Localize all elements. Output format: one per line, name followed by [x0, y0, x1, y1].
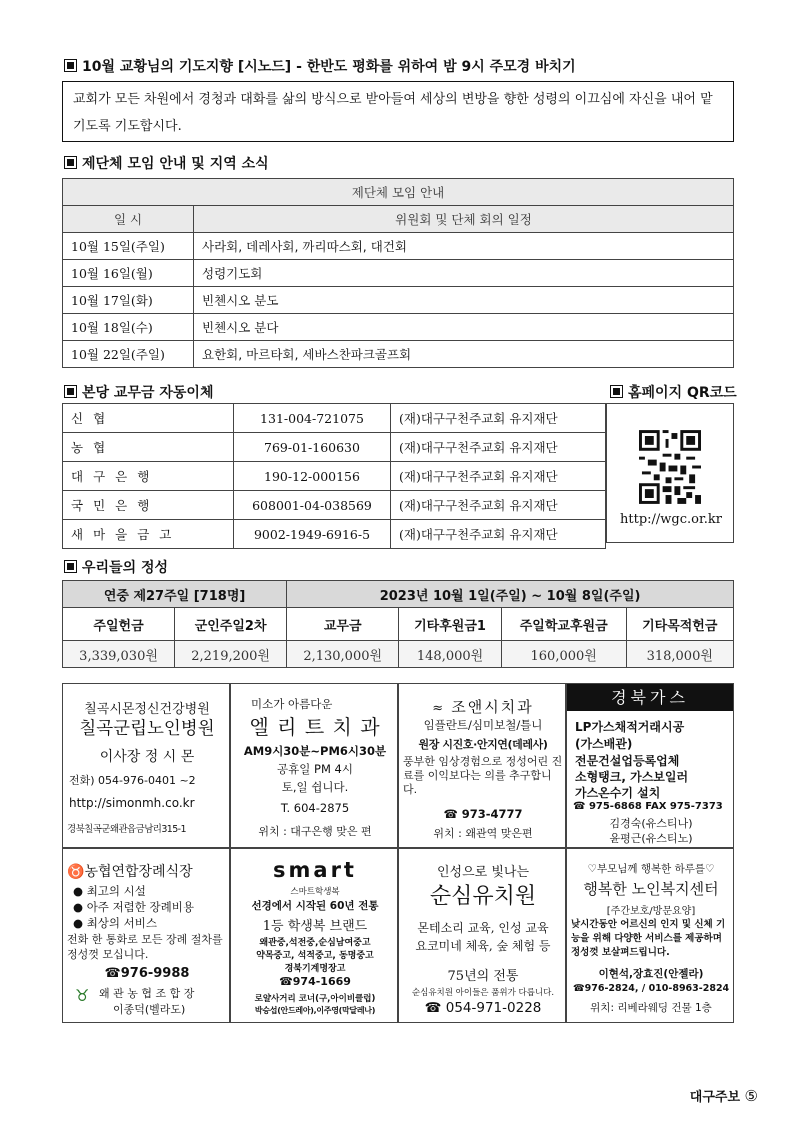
ad-smart-uniform: smart 스마트학생복 선경에서 시작된 60년 전통 1등 학생복 브랜드 왜관중,석전중,순심남여중고 약목중고, 석적중고, 동명중고 경북기계명장고 ☎974-1669 로얄사거리 코너(구,아이비클럽) 박승섭(안드레아),이주영(막달레나): [230, 848, 398, 1023]
nonghyup-logo-icon: ♉: [67, 864, 85, 880]
bullet-icon: ●: [73, 884, 87, 898]
table-row: 대구은행 190-12-000156 (재)대구구천주교회 유지재단: [63, 462, 606, 491]
phone-icon: ☎: [572, 983, 585, 994]
phone-icon: ☎: [104, 966, 121, 981]
bullet-square-icon: [64, 560, 77, 573]
bullet-square-icon: [610, 385, 623, 398]
phone-icon: ☎: [573, 801, 589, 812]
transfer-table: [62, 403, 606, 549]
table-row: 10월 16일(월) 성령기도회: [63, 260, 734, 287]
bullet-square-icon: [64, 59, 77, 72]
col-desc: 위원회 및 단체 회의 일정: [194, 206, 734, 233]
qr-box: [606, 403, 734, 543]
ad-joanne-dental: ≈ 조앤시치과 임플란트/심미보철/틀니 원장 시진호·안지연(데레사) 풍부한 임상경험으로 정성어린 진료를 이익보다는 의를 추구합니다. ☎ 973-4777 위치 : 왜관역 맞은편: [398, 683, 566, 848]
qr-heading: 홈페이지 QR코드: [610, 382, 737, 402]
ad-simon-hospital: 칠곡시몬정신건강병원 칠곡군립노인병원 이사장 정 시 몬 전화) 054-976-0401 ~2 http://simonmh.co.kr 경북칠곡군왜관읍금남리315-1: [62, 683, 230, 848]
bullet-square-icon: [64, 385, 77, 398]
bullet-icon: ●: [73, 916, 87, 930]
ad-sunsim-kindergarten: 인성으로 빛나는 순심유치원 몬테소리 교육, 인성 교육 요코미네 체육, 숲 체험 등 75년의 전통 순심유치원 아이들은 품위가 다릅니다. ☎ 054-971-0228: [398, 848, 566, 1023]
qr-url[interactable]: http://wgc.or.kr: [620, 512, 722, 527]
table-row: 새마을금고 9002-1949-6916-5 (재)대구구천주교회 유지재단: [63, 520, 606, 549]
table-row: 10월 18일(수) 빈첸시오 분다: [63, 314, 734, 341]
transfer-heading: 본당 교무금 자동이체: [64, 382, 213, 402]
table-row: 농협 769-01-160630 (재)대구구천주교회 유지재단: [63, 433, 606, 462]
table-row: 신협 131-004-721075 (재)대구구천주교회 유지재단: [63, 404, 606, 433]
phone-icon: ☎: [443, 807, 462, 821]
prayer-text: 교회가 모든 차원에서 경청과 대화를 삶의 방식으로 받아들여 세상의 변방을 향한 성령의 이끄심에 자신을 내어 맡기도록 기도합시다.: [62, 81, 734, 142]
period-label: 2023년 10월 1일(주일) ~ 10월 8일(주일): [287, 581, 734, 608]
ad-nonghyup-funeral: ♉농협연합장례식장 ● 최고의 시설 ● 아주 저렴한 장례비용 ● 최상의 서비스 전화 한 통화로 모든 장례 절차를 정성껏 모십니다. ☎976-9988 ♉ 왜 관 농 협 조 합 장 이종덕(벨라도): [62, 848, 230, 1023]
offerings-table: 연중 제27주일 [718명] 2023년 10월 1일(주일) ~ 10월 8일(주일) 주일헌금 군인주일2차 교무금 기타후원금1 주일학교후원금 기타목적헌금 3,339,030원 2,219,200원 2,130,000원 148,000원 160,000원 318,000원: [62, 580, 734, 668]
phone-icon: ☎: [424, 1000, 446, 1016]
table-row: 10월 15일(주일) 사라회, 데레사회, 까리따스회, 대건회: [63, 233, 734, 260]
tooth-logo-icon: ≈: [432, 701, 452, 716]
ad-elite-dental: 미소가 아름다운 엘 리 트 치 과 AM9시30분~PM6시30분 공휴일 PM 4시 토,일 쉽니다. T. 604-2875 위치 : 대구은행 맞은 편: [230, 683, 398, 848]
ad-gyeongbuk-gas: 경북가스 LP가스채적거래시공 (가스배관) 전문건설업등록업체 소형탱크, 가스보일러 가스온수기 설치 ☎ 975-6868 FAX 975-7373 김경숙(유스티나) 윤평근(유스티노): [566, 683, 734, 848]
phone-icon: ☎: [279, 975, 293, 988]
page-footer: 대구주보 ⑤: [689, 1087, 758, 1105]
week-label: 연중 제27주일 [718명]: [63, 581, 287, 608]
ad-senior-welfare-center: ♡부모님께 행복한 하루를♡ 행복한 노인복지센터 [주간보호/방문요양] 낮시간동안 어르신의 인지 및 신체 기능을 위해 다양한 서비스를 제공하며 정성껏 보살펴드립니다. 이현석,장효진(안젤라) ☎976-2824, / 010-8963-2824 위치: 리베라웨딩 건물 1층: [566, 848, 734, 1023]
offerings-heading: 우리들의 정성: [64, 557, 168, 577]
table-row: 국민은행 608001-04-038569 (재)대구구천주교회 유지재단: [63, 491, 606, 520]
prayer-heading: 10월 교황님의 기도지향 [시노드] - 한반도 평화를 위하여 밤 9시 주모경 바치기: [64, 56, 576, 76]
table-row: 10월 17일(화) 빈첸시오 분도: [63, 287, 734, 314]
qr-code-icon[interactable]: [639, 430, 701, 504]
meetings-table: [62, 178, 734, 368]
nonghyup-logo-icon: ♉: [75, 986, 90, 1005]
meetings-heading: 제단체 모임 안내 및 지역 소식: [64, 153, 269, 173]
bullet-icon: ●: [73, 900, 87, 914]
col-date: 일 시: [63, 206, 194, 233]
table-row: 10월 22일(주일) 요한회, 마르타회, 세바스찬파크골프회: [63, 341, 734, 368]
bullet-square-icon: [64, 156, 77, 169]
meetings-table-title: 제단체 모임 안내: [63, 179, 734, 206]
